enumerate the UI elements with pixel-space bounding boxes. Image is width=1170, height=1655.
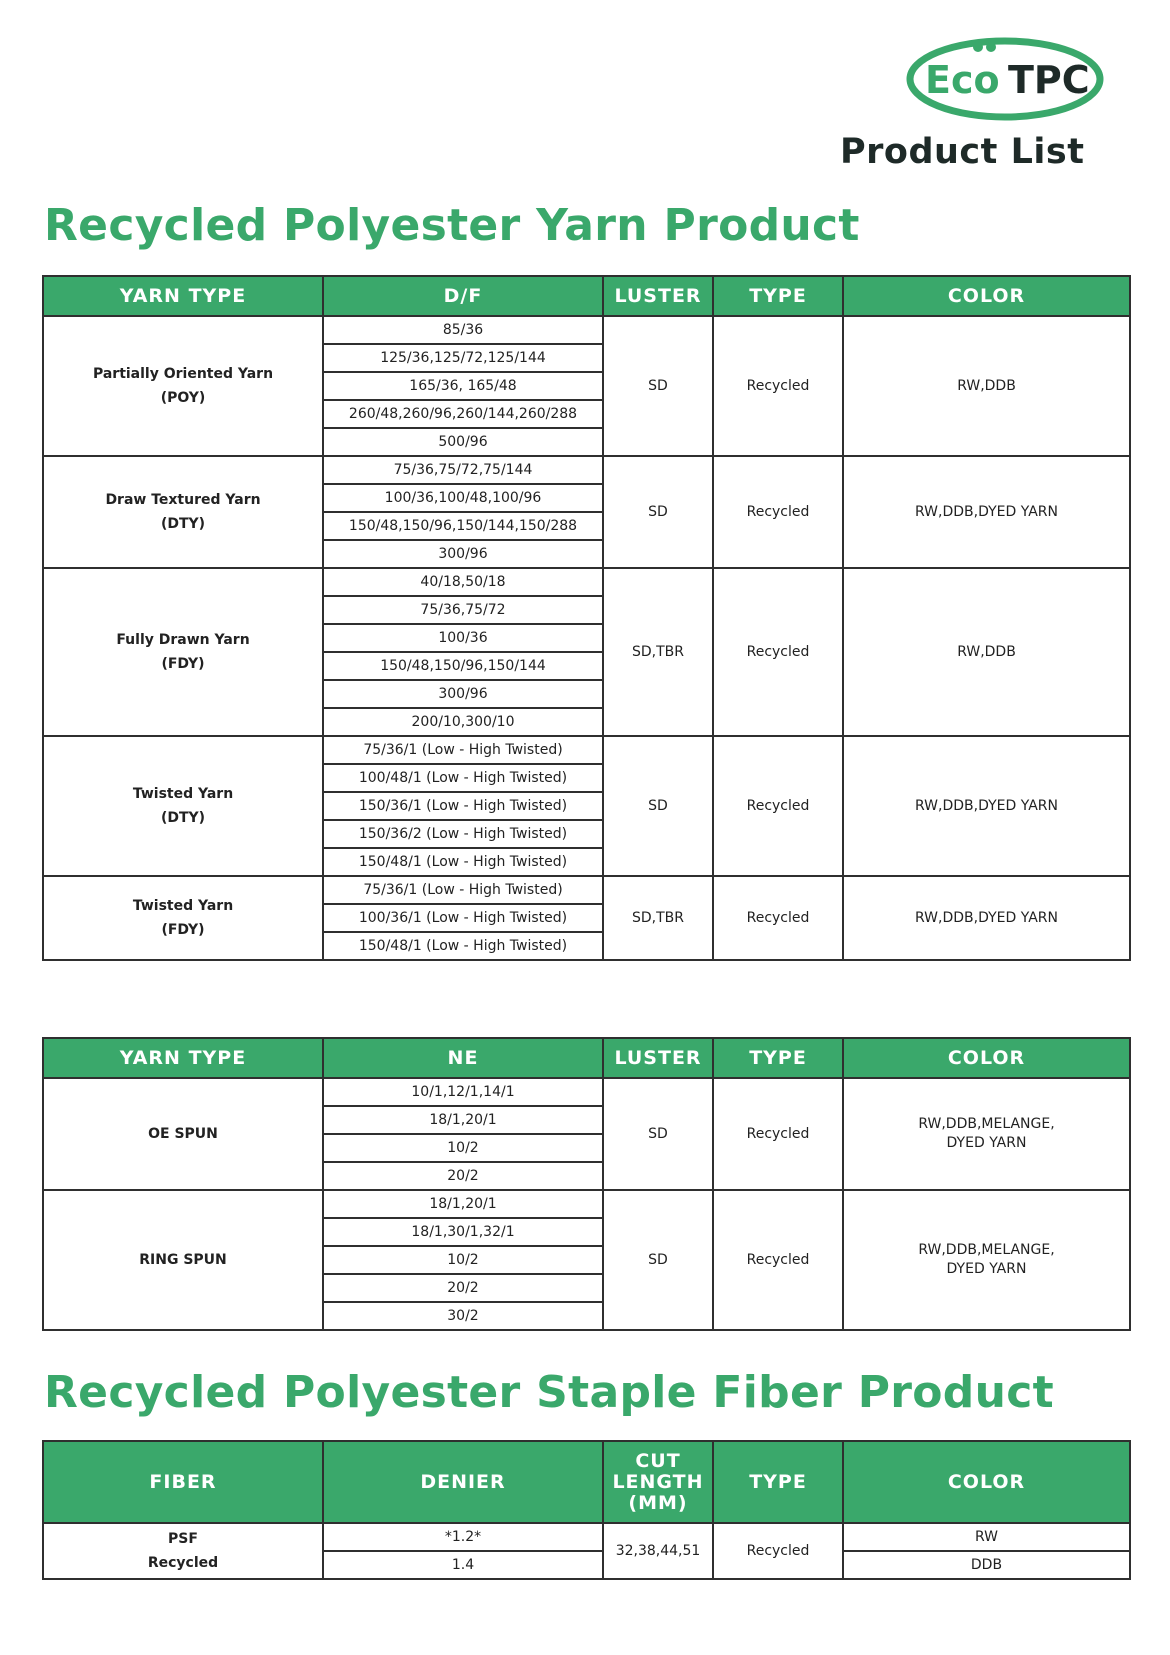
color-cell [843,1078,1130,1190]
spec-cell: 10/1,12/1,14/1 [323,1078,603,1106]
color-line: RW,DDB,MELANGE, [918,1242,1055,1258]
spec-cell: 100/48/1 (Low - High Twisted) [323,764,603,792]
color-line: RW,DDB,DYED YARN [915,909,1058,926]
spec-cell: 75/36/1 (Low - High Twisted) [323,736,603,764]
yarn-type-cell [43,456,323,568]
yarn-type-name-line: Partially Oriented Yarn [92,366,274,382]
luster-cell: SD [603,456,713,568]
spec-cell: 150/48,150/96,150/144,150/288 [323,512,603,540]
column-header-line: FIBER [149,1470,217,1493]
spec-cell: 260/48,260/96,260/144,260/288 [323,400,603,428]
column-header: NE [323,1038,603,1078]
yarn-type-cell [43,1190,323,1330]
fiber-name-line: PSF [168,1531,198,1547]
column-header: TYPE [713,1038,843,1078]
spec-cell: 100/36,100/48,100/96 [323,484,603,512]
table-row [43,736,1130,764]
yarn-type-cell [43,568,323,736]
yarn-type-name-line: (POY) [160,390,206,406]
type-cell: Recycled [713,876,843,960]
color-cell [843,316,1130,456]
type-cell: Recycled [713,316,843,456]
yarn-type-name-line: (FDY) [161,656,205,672]
fiber-name-cell [43,1523,323,1579]
spec-cell: 165/36, 165/48 [323,372,603,400]
spec-cell: 75/36,75/72,75/144 [323,456,603,484]
table-row [43,876,1130,904]
table-row [43,1190,1130,1218]
yarn-table [42,275,1131,961]
yarn-type-cell [43,736,323,876]
spec-cell: 150/48,150/96,150/144 [323,652,603,680]
column-header [603,1441,713,1523]
spec-cell: 10/2 [323,1246,603,1274]
fiber-section-title: Recycled Polyester Staple Fiber Product [44,1367,1054,1418]
spec-cell: 85/36 [323,316,603,344]
column-header-line: DENIER [420,1470,506,1493]
spec-cell: 150/36/1 (Low - High Twisted) [323,792,603,820]
spun-table [42,1037,1131,1331]
luster-cell: SD [603,1078,713,1190]
table-row [43,568,1130,596]
color-line: DYED YARN [946,1261,1027,1277]
column-header [713,1441,843,1523]
spec-cell: 20/2 [323,1274,603,1302]
fiber-name-line: Recycled [147,1555,219,1571]
spec-cell: 150/48/1 (Low - High Twisted) [323,848,603,876]
yarn-type-name-line: RING SPUN [139,1252,227,1268]
yarn-type-name-line: Twisted Yarn [132,786,234,802]
yarn-type-name-line: OE SPUN [148,1126,218,1142]
cut-length-cell: 32,38,44,51 [603,1523,713,1579]
column-header: D/F [323,276,603,316]
type-cell: Recycled [713,1078,843,1190]
spun-table-header [43,1038,1130,1078]
yarn-type-cell [43,316,323,456]
column-header: YARN TYPE [43,276,323,316]
yarn-table-header [43,276,1130,316]
color-cell [843,736,1130,876]
column-header-line: CUT [635,1449,681,1472]
color-line: RW,DDB [957,643,1016,660]
yarn-type-name-line: Fully Drawn Yarn [116,632,250,648]
color-line: RW,DDB [957,377,1016,394]
column-header-line: COLOR [947,1470,1026,1493]
color-cell: DDB [843,1551,1130,1579]
spec-cell: 30/2 [323,1302,603,1330]
color-cell [843,456,1130,568]
column-header [843,1441,1130,1523]
yarn-type-name-line: Draw Textured Yarn [105,492,261,508]
color-cell [843,568,1130,736]
yarn-type-name-line: Twisted Yarn [132,898,234,914]
type-cell: Recycled [713,568,843,736]
spec-cell: 40/18,50/18 [323,568,603,596]
table-row [43,1523,1130,1551]
fiber-table [42,1440,1131,1580]
spec-cell: 20/2 [323,1162,603,1190]
column-header: YARN TYPE [43,1038,323,1078]
luster-cell: SD [603,316,713,456]
spec-cell: 150/36/2 (Low - High Twisted) [323,820,603,848]
color-line: RW,DDB,DYED YARN [915,503,1058,520]
color-line: RW,DDB,DYED YARN [915,797,1058,814]
spec-cell: 100/36 [323,624,603,652]
color-cell [843,876,1130,960]
yarn-type-cell [43,876,323,960]
column-header: LUSTER [603,276,713,316]
column-header: COLOR [843,276,1130,316]
spec-cell: 200/10,300/10 [323,708,603,736]
type-cell: Recycled [713,1523,843,1579]
ecotpc-logo [905,33,1110,125]
spec-cell: 125/36,125/72,125/144 [323,344,603,372]
luster-cell: SD,TBR [603,568,713,736]
spec-cell: 500/96 [323,428,603,456]
denier-cell: *1.2* [323,1523,603,1551]
color-cell: RW [843,1523,1130,1551]
yarn-type-name-line: (FDY) [161,922,205,938]
type-cell: Recycled [713,1190,843,1330]
spec-cell: 18/1,30/1,32/1 [323,1218,603,1246]
luster-cell: SD [603,1190,713,1330]
spec-cell: 75/36/1 (Low - High Twisted) [323,876,603,904]
denier-cell: 1.4 [323,1551,603,1579]
color-line: RW,DDB,MELANGE, [918,1116,1055,1132]
luster-cell: SD [603,736,713,876]
logo-text-dark: TPC [1008,58,1090,102]
spec-cell: 300/96 [323,680,603,708]
type-cell: Recycled [713,456,843,568]
yarn-type-name-line: (DTY) [160,516,206,532]
spec-cell: 18/1,20/1 [323,1106,603,1134]
column-header [43,1441,323,1523]
fiber-table-header [43,1441,1130,1523]
column-header-line: LENGTH [612,1470,704,1493]
spec-cell: 100/36/1 (Low - High Twisted) [323,904,603,932]
luster-cell: SD,TBR [603,876,713,960]
yarn-type-name-line: (DTY) [160,810,206,826]
spec-cell: 75/36,75/72 [323,596,603,624]
column-header [323,1441,603,1523]
logo-text-green: Eco [925,58,1000,102]
spec-cell: 18/1,20/1 [323,1190,603,1218]
spec-cell: 150/48/1 (Low - High Twisted) [323,932,603,960]
table-row [43,316,1130,344]
column-header: TYPE [713,276,843,316]
type-cell: Recycled [713,736,843,876]
column-header-line: (MM) [628,1491,688,1514]
color-cell [843,1190,1130,1330]
yarn-section-title: Recycled Polyester Yarn Product [44,200,860,251]
column-header: LUSTER [603,1038,713,1078]
column-header-line: TYPE [749,1470,807,1493]
column-header: COLOR [843,1038,1130,1078]
spec-cell: 300/96 [323,540,603,568]
table-row [43,456,1130,484]
color-line: DYED YARN [946,1135,1027,1151]
yarn-type-cell [43,1078,323,1190]
product-list-heading: Product List [840,132,1085,172]
spec-cell: 10/2 [323,1134,603,1162]
table-row [43,1078,1130,1106]
